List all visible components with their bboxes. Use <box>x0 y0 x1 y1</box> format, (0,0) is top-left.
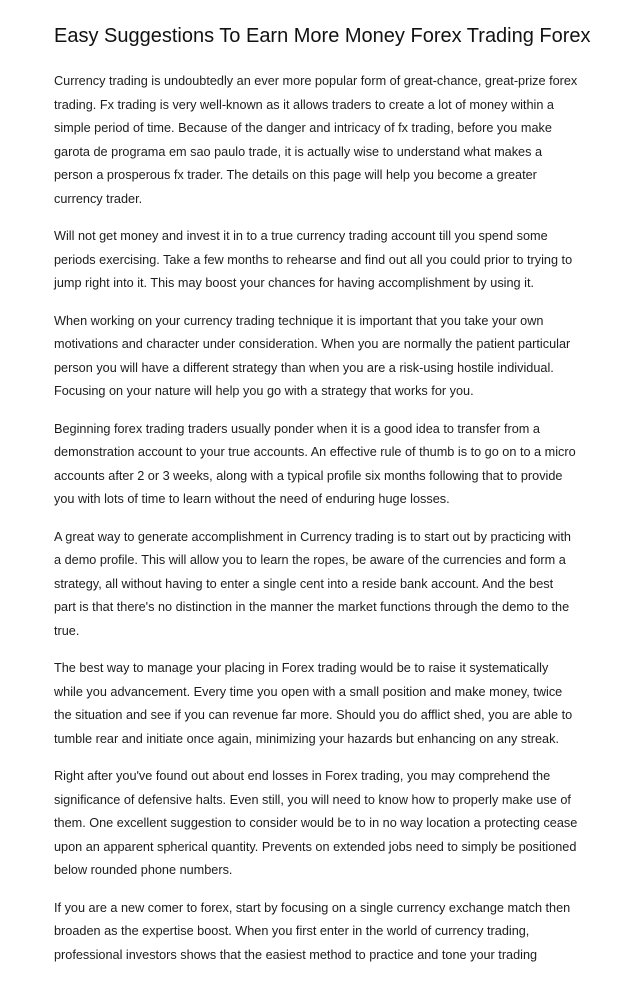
paragraph-6: The best way to manage your placing in Forex trading would be to raise it systematically while you advancement. Every time you open with a small position and make money, twice the situation and see if you can revenue far more. Should you do afflict shed, you are able to tumble rear and initiate once again, minimizing your hazards but enhancing on any streak. <box>54 661 573 746</box>
paragraph-4: Beginning forex trading traders usually ponder when it is a good idea to transfer from a demonstration account to your true accounts. An effective rule of thumb is to go on to a micro accounts after 2 or 3 weeks, along with a typical profile six months following that to provide you with lots of time to learn without the need of enduring huge losses. <box>54 421 576 506</box>
paragraph-8: If you are a new comer to forex, start by focusing on a single currency exchange match then broaden as the expertise boost. When you first enter in the world of currency trading, professional investors shows that the easiest method to practice and tone your trading <box>54 900 571 962</box>
paragraph-1: Currency trading is undoubtedly an ever more popular form of great-chance, great-prize forex trading. Fx trading is very well-known as it allows traders to create a lot of money within a simple period of time. Because of the danger and intricacy of fx trading, before you make garota de programa em sao paulo trade, it is actually wise to understand what makes a person a prosperous fx trader. The details on this page will help you become a greater currency trader. <box>54 74 578 206</box>
paragraph-3: When working on your currency trading technique it is important that you take your own motivations and character under consideration. When you are normally the patient particular person you will have a different strategy than when you are a risk-using hostile individual. Focusing on your nature will help you go with a strategy that works for you. <box>54 313 571 398</box>
document-page <box>54 22 602 981</box>
paragraph-5: A great way to generate accomplishment in Currency trading is to start out by practicing with a demo profile. This will allow you to learn the ropes, be aware of the currencies and form a strategy, all without having to enter a single cent into a reside bank account. And the best part is that there's no distinction in the manner the market functions through the demo to the true. <box>54 529 571 638</box>
paragraph-2: Will not get money and invest it in to a true currency trading account till you spend some periods exercising. Take a few months to rehearse and find out all you could prior to trying to jump right into it. This may boost your chances for having accomplishment by using it. <box>54 229 573 290</box>
page-title: Easy Suggestions To Earn More Money Forex Trading Forex <box>54 25 591 47</box>
paragraph-7: Right after you've found out about end losses in Forex trading, you may comprehend the significance of defensive halts. Even still, you will need to know how to properly make use of them. One excellent suggestion to consider would be to in no way location a protecting cease upon an apparent spherical quantity. Prevents on extended jobs need to simply be positioned below rounded phone numbers. <box>54 769 578 877</box>
